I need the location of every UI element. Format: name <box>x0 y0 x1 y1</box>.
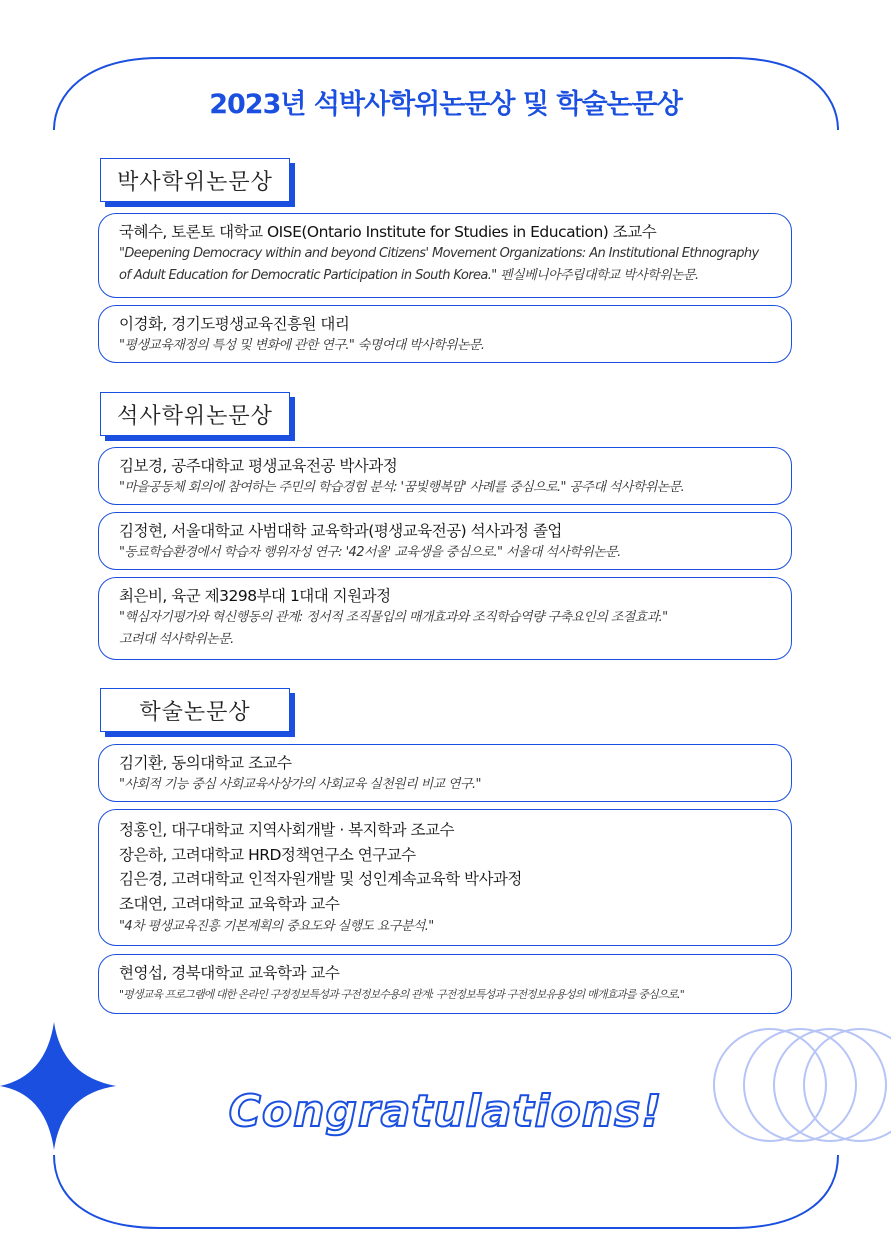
award-card <box>98 577 792 660</box>
thesis-title: "Deepening Democracy within and beyond Citizens' Movement Organizations: An Institutional Ethnography <box>119 246 759 261</box>
awardee-name: 장은하, 고려대학교 HRD정책연구소 연구교수 <box>119 845 416 864</box>
awardee-name: 최은비, 육군 제3298부대 1대대 지원과정 <box>119 587 391 605</box>
award-card <box>98 809 792 946</box>
thesis-title: 고려대 석사학위논문. <box>119 632 234 647</box>
award-card <box>98 954 792 1014</box>
awardee-name: 김보경, 공주대학교 평생교육전공 박사과정 <box>119 457 398 475</box>
section-header-masters: 석사학위논문상 <box>100 392 290 436</box>
paper-title: "사회적 기능 중심 사회교육사상가의 사회교육 실천원리 비교 연구." <box>119 777 481 792</box>
award-card <box>98 447 792 505</box>
awardee-name: 김정현, 서울대학교 사범대학 교육학과(평생교육전공) 석사과정 졸업 <box>119 522 562 540</box>
page-title: 2023년 석박사학위논문상 및 학술논문상 <box>209 89 682 120</box>
thesis-title: "평생교육재정의 특성 및 변화에 관한 연구." 숙명여대 박사학위논문. <box>119 338 485 353</box>
thesis-title: "동료학습환경에서 학습자 행위자성 연구: '42서울' 교육생을 중심으로." 서울대 석사학위논문. <box>119 545 621 560</box>
award-card <box>98 744 792 802</box>
award-card <box>98 305 792 363</box>
thesis-title: "마을공동체 회의에 참여하는 주민의 학습경험 분석: '꿈빛행복맘' 사례를 중심으로." 공주대 석사학위논문. <box>119 480 685 495</box>
congratulations-text: Congratulations! <box>228 1086 663 1137</box>
paper-title: "평생교육 프로그램에 대한 온라인 구정정보특성과 구전정보수용의 관계: 구전정보특성과 구전정보유용성의 매개효과를 중심으로." <box>119 988 684 1001</box>
thesis-title: "핵심자기평가와 혁신행동의 관계: 정서적 조직몰입의 매개효과와 조직학습역량 구축요인의 조절효과." <box>119 610 668 625</box>
frame-bottom-arc <box>54 1155 838 1228</box>
award-card <box>98 512 792 570</box>
awardee-name: 이경화, 경기도평생교육진흥원 대리 <box>119 315 350 333</box>
awardee-name: 현영섭, 경북대학교 교육학과 교수 <box>119 964 340 982</box>
awardee-name: 조대연, 고려대학교 교육학과 교수 <box>119 894 340 913</box>
award-card <box>98 213 792 298</box>
thesis-title: of Adult Education for Democratic Participation in South Korea." 펜실베니아주립대학교 박사학위논문. <box>119 268 699 283</box>
awardee-name: 국혜수, 토론토 대학교 OISE(Ontario Institute for Studies in Education) 조교수 <box>119 223 657 241</box>
awardee-name: 정홍인, 대구대학교 지역사회개발 · 복지학과 조교수 <box>119 821 454 839</box>
paper-title: "4차 평생교육진흥 기본계획의 중요도와 실행도 요구분석." <box>119 919 434 934</box>
section-header-doctoral: 박사학위논문상 <box>100 158 290 202</box>
awardee-name: 김은경, 고려대학교 인적자원개발 및 성인계속교육학 박사과정 <box>119 870 522 888</box>
section-header-academic: 학술논문상 <box>100 688 290 732</box>
awardee-name: 김기환, 동의대학교 조교수 <box>119 754 292 772</box>
